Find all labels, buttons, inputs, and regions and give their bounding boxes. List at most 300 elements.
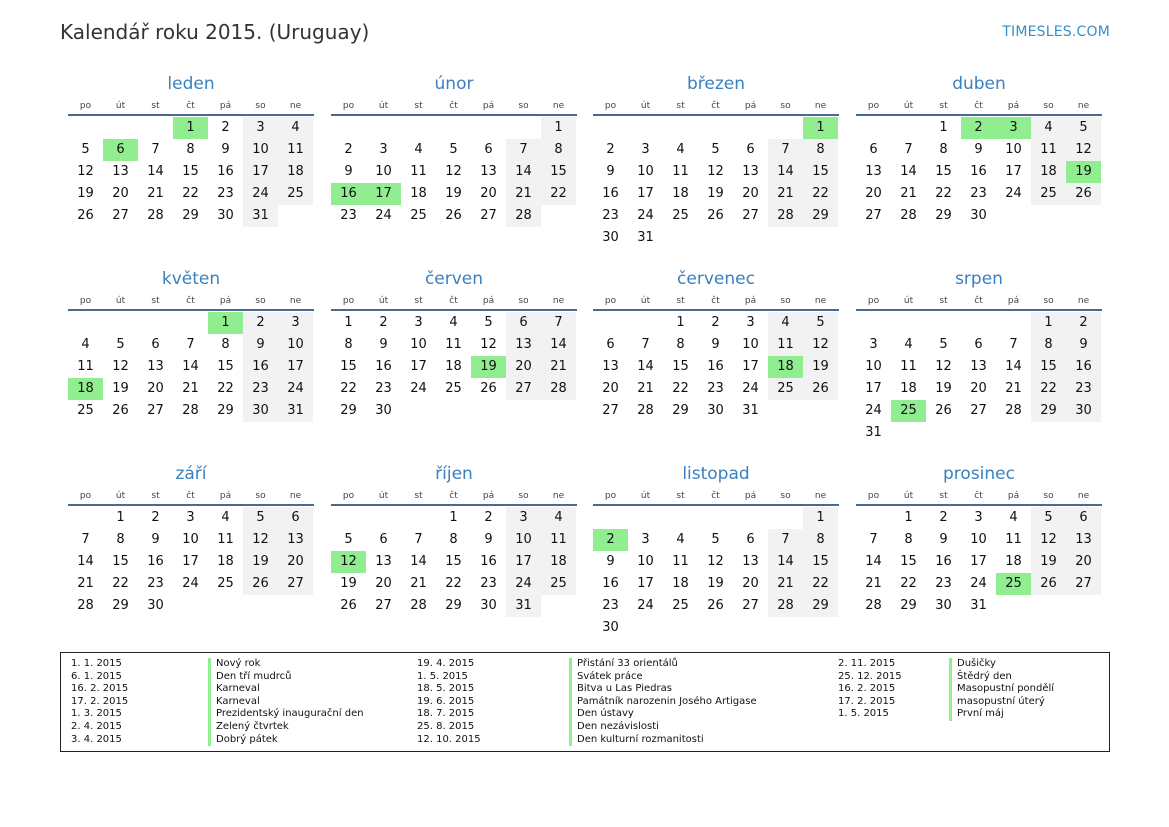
weekday-label: út [903, 296, 914, 306]
weekday-label: ne [1077, 101, 1090, 111]
day-cell: 2 [484, 510, 493, 525]
day-cell: 15 [672, 359, 689, 374]
day-cell: 5 [81, 142, 90, 157]
weekday-label: so [1043, 101, 1054, 111]
day-cell: 4 [449, 315, 458, 330]
empty-cell [103, 312, 138, 334]
day-cell: 8 [676, 337, 685, 352]
day-cell: 30 [217, 208, 234, 223]
weekend-day-cell: 6 [1066, 507, 1101, 529]
empty-cell [628, 507, 663, 529]
weekend-day-cell: 17 [278, 356, 313, 378]
day-cell: 22 [672, 381, 689, 396]
weekday-label: po [79, 491, 92, 501]
day-cell: 29 [900, 598, 917, 613]
day-cell: 11 [672, 554, 689, 569]
weekday-label: ne [814, 296, 827, 306]
weekend-day-cell: 26 [803, 378, 838, 400]
day-cell: 22 [340, 381, 357, 396]
day-cell: 17 [742, 359, 759, 374]
holiday-day-cell: 2 [961, 117, 996, 139]
day-cell: 23 [707, 381, 724, 396]
day-cell: 13 [742, 164, 759, 179]
weekend-day-cell: 26 [1066, 183, 1101, 205]
weekend-day-cell: 17 [243, 161, 278, 183]
weekend-day-cell: 16 [1066, 356, 1101, 378]
day-cell: 7 [904, 142, 913, 157]
day-cell: 26 [707, 208, 724, 223]
day-cell: 16 [707, 359, 724, 374]
day-cell: 2 [711, 315, 720, 330]
holiday-date: 1. 3. 2015 [71, 708, 122, 720]
day-cell: 12 [707, 164, 724, 179]
holiday-day-cell: 1 [208, 312, 243, 334]
day-cell: 19 [707, 186, 724, 201]
day-cell: 19 [707, 576, 724, 591]
weekend-day-cell: 15 [541, 161, 576, 183]
day-cell: 19 [112, 381, 129, 396]
weekend-day-cell: 7 [541, 312, 576, 334]
weekend-day-cell: 22 [541, 183, 576, 205]
day-cell: 30 [480, 598, 497, 613]
holiday-date: 25. 8. 2015 [417, 720, 475, 732]
day-cell: 24 [865, 403, 882, 418]
weekend-day-cell: 19 [803, 356, 838, 378]
day-cell: 2 [606, 142, 615, 157]
day-cell: 23 [480, 576, 497, 591]
holiday-name: Den kulturní rozmanitosti [569, 734, 704, 747]
holiday-date: 2. 4. 2015 [71, 720, 122, 732]
day-cell: 11 [900, 359, 917, 374]
empty-cell [733, 507, 768, 529]
weekend-day-cell: 3 [506, 507, 541, 529]
weekday-label: st [939, 491, 948, 501]
day-cell: 21 [900, 186, 917, 201]
empty-cell [663, 507, 698, 529]
weekday-label: út [378, 101, 389, 111]
day-cell: 26 [935, 403, 952, 418]
site-logo-link[interactable]: TIMESLES.COM [1002, 24, 1110, 40]
day-cell: 15 [112, 554, 129, 569]
weekday-label: po [604, 491, 617, 501]
day-cell: 28 [637, 403, 654, 418]
day-cell: 28 [865, 598, 882, 613]
holiday-day-cell: 25 [891, 400, 926, 422]
weekday-label: čt [711, 296, 720, 306]
day-cell: 26 [77, 208, 94, 223]
month-březen [593, 73, 839, 249]
day-cell: 11 [445, 337, 462, 352]
weekend-day-cell: 30 [243, 400, 278, 422]
day-grid [593, 312, 839, 422]
weekend-day-cell: 28 [541, 378, 576, 400]
weekday-label: ne [552, 101, 565, 111]
holiday-date: 12. 10. 2015 [417, 733, 481, 745]
weekend-day-cell: 3 [278, 312, 313, 334]
day-cell: 15 [900, 554, 917, 569]
day-cell: 28 [1005, 403, 1022, 418]
weekday-label: ne [814, 491, 827, 501]
month-name: únor [434, 74, 474, 94]
weekend-day-cell: 2 [1066, 312, 1101, 334]
day-cell: 16 [147, 554, 164, 569]
day-cell: 24 [1005, 186, 1022, 201]
day-cell: 9 [379, 337, 388, 352]
weekday-label: čt [186, 296, 195, 306]
day-cell: 19 [935, 381, 952, 396]
day-cell: 30 [935, 598, 952, 613]
weekday-label: pá [744, 296, 757, 306]
day-cell: 24 [637, 208, 654, 223]
day-cell: 10 [865, 359, 882, 374]
holiday-legend [60, 652, 1110, 752]
weekday-label: so [255, 296, 266, 306]
weekend-day-cell: 10 [243, 139, 278, 161]
holiday-name: Štědrý den [949, 671, 1012, 684]
empty-cell [856, 312, 891, 334]
day-cell: 15 [935, 164, 952, 179]
day-cell: 31 [865, 425, 882, 440]
weekday-label: ne [814, 101, 827, 111]
holiday-day-cell: 18 [768, 356, 803, 378]
weekday-label: čt [449, 491, 458, 501]
day-cell: 30 [375, 403, 392, 418]
day-cell: 3 [869, 337, 878, 352]
weekday-label: čt [974, 101, 983, 111]
weekend-day-cell: 25 [768, 378, 803, 400]
day-cell: 3 [414, 315, 423, 330]
weekday-label: ne [1077, 491, 1090, 501]
month-name: listopad [682, 464, 750, 484]
holiday-date: 16. 2. 2015 [71, 683, 129, 695]
day-cell: 4 [221, 510, 230, 525]
day-cell: 27 [375, 598, 392, 613]
month-name: duben [952, 74, 1006, 94]
month-září [68, 463, 314, 617]
weekend-day-cell: 6 [278, 507, 313, 529]
weekday-label: po [342, 101, 355, 111]
day-cell: 23 [375, 381, 392, 396]
weekday-label: ne [289, 296, 302, 306]
day-cell: 8 [344, 337, 353, 352]
weekday-header [331, 98, 577, 116]
day-cell: 25 [410, 208, 427, 223]
weekend-day-cell: 22 [803, 573, 838, 595]
holiday-name: Karneval [208, 696, 260, 709]
weekend-day-cell: 29 [1031, 400, 1066, 422]
weekday-label: po [867, 101, 880, 111]
holiday-day-cell: 2 [593, 529, 628, 551]
day-grid [856, 117, 1102, 227]
weekend-day-cell: 23 [243, 378, 278, 400]
weekend-day-cell: 16 [243, 356, 278, 378]
weekday-label: út [115, 101, 126, 111]
day-cell: 9 [711, 337, 720, 352]
day-cell: 9 [974, 142, 983, 157]
weekend-day-cell: 15 [803, 551, 838, 573]
day-cell: 5 [116, 337, 125, 352]
day-grid [856, 312, 1102, 444]
weekday-label: pá [482, 101, 495, 111]
month-duben [856, 73, 1102, 227]
day-cell: 14 [77, 554, 94, 569]
weekday-label: út [903, 491, 914, 501]
weekday-label: so [518, 101, 529, 111]
day-cell: 21 [865, 576, 882, 591]
day-cell: 25 [445, 381, 462, 396]
day-cell: 2 [151, 510, 160, 525]
day-cell: 16 [935, 554, 952, 569]
weekend-day-cell: 6 [506, 312, 541, 334]
empty-cell [366, 117, 401, 139]
empty-cell [593, 507, 628, 529]
day-cell: 4 [676, 532, 685, 547]
weekday-label: st [939, 101, 948, 111]
weekday-label: po [342, 491, 355, 501]
weekend-day-cell: 4 [541, 507, 576, 529]
day-cell: 13 [970, 359, 987, 374]
month-name: srpen [955, 269, 1003, 289]
day-cell: 27 [970, 403, 987, 418]
weekday-header [593, 293, 839, 311]
weekday-label: čt [186, 491, 195, 501]
empty-cell [173, 312, 208, 334]
weekend-day-cell: 26 [1031, 573, 1066, 595]
weekend-day-cell: 14 [506, 161, 541, 183]
day-cell: 22 [217, 381, 234, 396]
weekend-day-cell: 17 [506, 551, 541, 573]
day-cell: 12 [707, 554, 724, 569]
day-cell: 30 [602, 230, 619, 245]
empty-cell [891, 117, 926, 139]
day-cell: 18 [672, 186, 689, 201]
day-cell: 21 [182, 381, 199, 396]
holiday-day-cell: 1 [173, 117, 208, 139]
day-cell: 13 [865, 164, 882, 179]
holiday-date: 16. 2. 2015 [838, 683, 896, 695]
weekday-label: út [115, 296, 126, 306]
day-cell: 12 [77, 164, 94, 179]
weekend-day-cell: 9 [1066, 334, 1101, 356]
day-grid [856, 507, 1102, 617]
day-cell: 31 [637, 230, 654, 245]
empty-cell [628, 117, 663, 139]
weekday-label: so [780, 296, 791, 306]
weekend-day-cell: 4 [278, 117, 313, 139]
holiday-name: Přistání 33 orientálů [569, 658, 678, 671]
day-cell: 29 [217, 403, 234, 418]
weekend-day-cell: 24 [278, 378, 313, 400]
weekday-label: so [255, 491, 266, 501]
day-cell: 28 [900, 208, 917, 223]
empty-cell [401, 117, 436, 139]
day-cell: 21 [1005, 381, 1022, 396]
weekday-label: út [640, 491, 651, 501]
empty-cell [103, 117, 138, 139]
weekday-label: pá [744, 101, 757, 111]
holiday-name: Prezidentský inaugurační den [208, 708, 364, 721]
day-cell: 19 [445, 186, 462, 201]
weekend-day-cell: 5 [803, 312, 838, 334]
day-cell: 5 [344, 532, 353, 547]
holiday-name: První máj [949, 708, 1004, 721]
holiday-day-cell: 19 [1066, 161, 1101, 183]
day-cell: 17 [182, 554, 199, 569]
weekday-label: pá [744, 491, 757, 501]
day-cell: 10 [970, 532, 987, 547]
weekday-label: st [414, 491, 423, 501]
weekday-label: st [414, 296, 423, 306]
empty-cell [856, 117, 891, 139]
day-cell: 20 [480, 186, 497, 201]
weekday-label: pá [1007, 296, 1020, 306]
day-cell: 7 [81, 532, 90, 547]
day-cell: 20 [970, 381, 987, 396]
weekend-day-cell: 7 [768, 139, 803, 161]
day-cell: 15 [182, 164, 199, 179]
empty-cell [996, 312, 1031, 334]
day-cell: 14 [147, 164, 164, 179]
weekday-label: pá [219, 296, 232, 306]
day-cell: 3 [641, 142, 650, 157]
empty-cell [698, 507, 733, 529]
weekend-day-cell: 25 [541, 573, 576, 595]
day-cell: 27 [742, 598, 759, 613]
day-cell: 29 [182, 208, 199, 223]
weekend-day-cell: 29 [803, 205, 838, 227]
holiday-day-cell: 19 [471, 356, 506, 378]
weekday-header [856, 293, 1102, 311]
day-grid [593, 507, 839, 639]
day-cell: 30 [970, 208, 987, 223]
day-cell: 29 [340, 403, 357, 418]
weekend-day-cell: 8 [803, 139, 838, 161]
weekend-day-cell: 26 [243, 573, 278, 595]
day-cell: 28 [410, 598, 427, 613]
day-grid [331, 312, 577, 422]
weekday-label: út [378, 491, 389, 501]
weekend-day-cell: 18 [1031, 161, 1066, 183]
weekday-header [593, 488, 839, 506]
day-cell: 7 [151, 142, 160, 157]
weekday-label: ne [1077, 296, 1090, 306]
weekend-day-cell: 27 [278, 573, 313, 595]
weekday-label: pá [219, 491, 232, 501]
holiday-date: 2. 11. 2015 [838, 658, 896, 669]
day-cell: 16 [480, 554, 497, 569]
day-cell: 7 [641, 337, 650, 352]
empty-cell [506, 117, 541, 139]
weekend-day-cell: 28 [768, 595, 803, 617]
weekday-label: st [676, 296, 685, 306]
empty-cell [401, 507, 436, 529]
day-cell: 20 [602, 381, 619, 396]
holiday-date: 18. 7. 2015 [417, 708, 475, 720]
empty-cell [68, 507, 103, 529]
day-cell: 10 [637, 554, 654, 569]
weekday-label: so [518, 491, 529, 501]
holiday-day-cell: 18 [68, 378, 103, 400]
day-cell: 26 [340, 598, 357, 613]
weekday-label: čt [974, 491, 983, 501]
weekday-header [68, 293, 314, 311]
day-grid [68, 312, 314, 422]
day-cell: 2 [939, 510, 948, 525]
weekday-label: čt [711, 101, 720, 111]
weekday-label: čt [449, 296, 458, 306]
day-cell: 10 [1005, 142, 1022, 157]
holiday-date: 6. 1. 2015 [71, 670, 122, 682]
weekday-label: út [115, 491, 126, 501]
day-cell: 17 [865, 381, 882, 396]
weekend-day-cell: 10 [506, 529, 541, 551]
day-cell: 25 [217, 576, 234, 591]
day-cell: 21 [147, 186, 164, 201]
weekday-label: po [342, 296, 355, 306]
day-cell: 17 [637, 576, 654, 591]
weekday-label: st [939, 296, 948, 306]
day-cell: 23 [602, 208, 619, 223]
day-cell: 10 [410, 337, 427, 352]
day-cell: 18 [900, 381, 917, 396]
day-cell: 29 [112, 598, 129, 613]
day-cell: 10 [637, 164, 654, 179]
holiday-date: 19. 4. 2015 [417, 658, 475, 669]
holiday-date: 17. 2. 2015 [838, 695, 896, 707]
weekday-label: st [676, 101, 685, 111]
weekday-label: pá [1007, 491, 1020, 501]
day-cell: 14 [900, 164, 917, 179]
day-cell: 25 [77, 403, 94, 418]
weekday-label: so [518, 296, 529, 306]
holiday-date: 1. 5. 2015 [838, 708, 889, 720]
weekend-day-cell: 20 [1066, 551, 1101, 573]
weekday-header [856, 488, 1102, 506]
day-cell: 10 [742, 337, 759, 352]
empty-cell [733, 117, 768, 139]
day-cell: 22 [445, 576, 462, 591]
day-cell: 14 [410, 554, 427, 569]
day-cell: 15 [445, 554, 462, 569]
empty-cell [856, 507, 891, 529]
month-srpen [856, 268, 1102, 444]
day-cell: 22 [182, 186, 199, 201]
weekday-label: ne [552, 491, 565, 501]
day-cell: 23 [217, 186, 234, 201]
day-cell: 20 [147, 381, 164, 396]
holiday-day-cell: 12 [331, 551, 366, 573]
weekend-day-cell: 27 [1066, 573, 1101, 595]
day-cell: 18 [445, 359, 462, 374]
holiday-day-cell: 3 [996, 117, 1031, 139]
day-cell: 3 [186, 510, 195, 525]
day-grid [331, 507, 577, 617]
month-říjen [331, 463, 577, 617]
day-cell: 27 [112, 208, 129, 223]
weekend-day-cell: 22 [1031, 378, 1066, 400]
holiday-day-cell: 1 [803, 117, 838, 139]
day-cell: 9 [151, 532, 160, 547]
day-cell: 12 [480, 337, 497, 352]
weekday-label: čt [449, 101, 458, 111]
day-cell: 17 [410, 359, 427, 374]
weekend-day-cell: 21 [541, 356, 576, 378]
page-title: Kalendář roku 2015. (Uruguay) [60, 20, 370, 44]
day-cell: 29 [445, 598, 462, 613]
day-cell: 13 [375, 554, 392, 569]
weekday-label: ne [289, 491, 302, 501]
month-name: leden [167, 74, 215, 94]
